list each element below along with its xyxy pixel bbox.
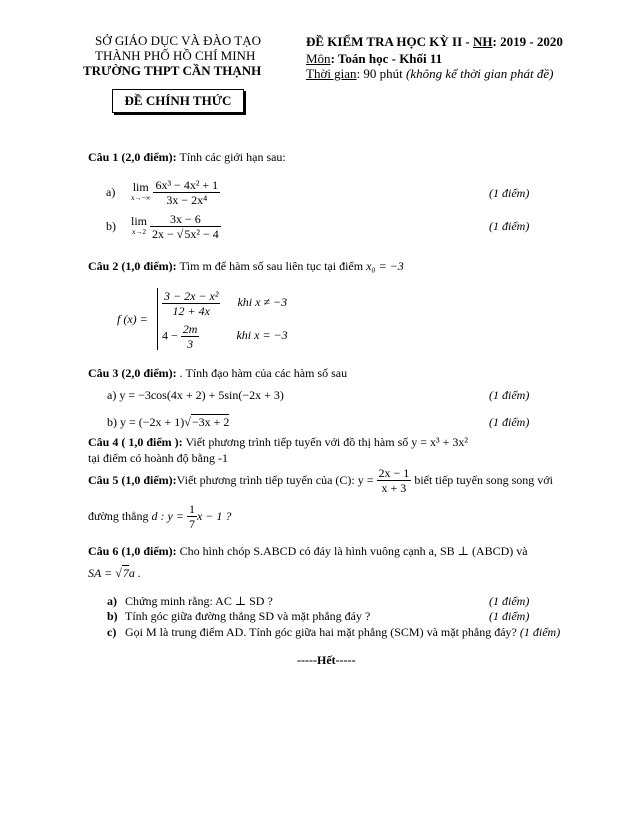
question-6b: b) Tính góc giữa đường thẳng SD và mặt phẳng đáy ?: [107, 609, 371, 623]
exam-year-label: NH: [472, 34, 493, 49]
time-note: (không kể thời gian phát đề): [406, 66, 554, 81]
question-1: [88, 150, 286, 165]
piecewise-case-1: $\frac{\text{3 − 2x − x²}}{12 + 4x}$ khi x ≠ −3: [164, 289, 288, 318]
question-4-label: Câu 4 ( 1,0 điểm ):: [88, 435, 183, 449]
question-1b: [106, 212, 221, 241]
question-3a-points: (1 điểm): [489, 388, 530, 402]
official-stamp: ĐỀ CHÍNH THỨC: [112, 89, 244, 113]
question-1a-points: (1 điểm): [489, 186, 530, 200]
question-1a: [106, 178, 220, 207]
fraction: $\frac{3x - 6}{\text{2x − √5x² − 4}}$: [152, 212, 219, 241]
question-6-line-2: SA = √7a .: [88, 566, 141, 580]
time-line: [306, 66, 553, 82]
question-3-text: . Tính đạo hàm của các hàm số sau: [176, 366, 348, 380]
question-6a: a) Chứng minh rằng: AC ⊥ SD ?: [107, 594, 273, 608]
question-2-point: x₀ = −3: [366, 259, 404, 273]
question-1b-label: b): [106, 219, 116, 233]
question-5-line-2: đường thẳng d : y = $\frac{1}{7}$ x − 1 ?: [88, 502, 232, 531]
fraction: $\frac{\text{6x³ − 4x² + 1}}{\text{3x − 2x⁴}}$: [155, 178, 219, 207]
question-4: [88, 435, 468, 450]
question-2-text: Tìm m để hàm số sau liên tục tại điểm: [176, 259, 367, 273]
limit-operator: lim x→2: [131, 213, 148, 236]
question-3-label: Câu 3 (2,0 điểm):: [88, 366, 177, 380]
exam-year: : 2019 - 2020: [492, 34, 563, 49]
question-5-label: Câu 5 (1,0 điểm):: [88, 473, 177, 487]
question-3: [88, 366, 347, 381]
question-3b: b) y = (−2x + 1)√−3x + 2: [107, 415, 230, 429]
question-6-text: Cho hình chóp S.ABCD có đáy là hình vuông cạnh a, SB ⊥ (ABCD) và: [176, 544, 528, 558]
question-3a: a) y = −3cos(4x + 2) + 5sin(−2x + 3): [107, 388, 284, 402]
department-line-2: THÀNH PHỐ HỒ CHÍ MINH: [95, 48, 256, 63]
limit-operator: lim x→−∞: [131, 179, 151, 202]
question-6b-points: (1 điểm): [489, 609, 530, 623]
question-6c: c) Gọi M là trung điểm AD. Tính góc giữa hai mặt phẳng (SCM) và mặt phẳng đáy? (1 điểm): [107, 625, 561, 639]
question-1-text: Tính các giới hạn sau:: [176, 150, 286, 164]
question-6: [88, 544, 528, 559]
piecewise-brace: [157, 288, 158, 350]
question-1b-points: (1 điểm): [489, 219, 530, 233]
question-4-line-2: tại điểm có hoành độ bằng -1: [88, 451, 228, 465]
question-6-label: Câu 6 (1,0 điểm):: [88, 544, 177, 558]
question-1-label: Câu 1 (2,0 điểm):: [88, 150, 177, 164]
time-value: : 90 phút: [356, 66, 407, 81]
question-6a-points: (1 điểm): [489, 594, 530, 608]
end-marker: -----Hết-----: [297, 653, 356, 667]
subject-line: [306, 51, 442, 67]
subject-value: : Toán học - Khối 11: [330, 51, 443, 66]
question-2-label: Câu 2 (1,0 điểm):: [88, 259, 177, 273]
piecewise-case-2: 4 − $\frac{2m}{3}$ khi x = −3: [162, 322, 288, 351]
exam-title-prefix: ĐỀ KIỂM TRA HỌC KỲ II -: [306, 34, 473, 49]
piecewise-fx: f (x) =: [117, 312, 148, 326]
question-4-text: Viết phương trình tiếp tuyến với đồ thị hàm số y = x³ + 3x²: [182, 435, 468, 449]
question-5: Câu 5 (1,0 điểm):Viết phương trình tiếp tuyến của (C): y = $\frac{2x - 1}{x + 3}$ biết tiếp tuyến song song với: [88, 466, 553, 495]
school-name: TRƯỜNG THPT CẦN THẠNH: [83, 63, 262, 78]
time-label: Thời gian: [306, 66, 357, 81]
subject-label: Môn: [306, 51, 331, 66]
exam-title: [306, 34, 563, 50]
question-1a-label: a): [106, 185, 116, 199]
question-3b-points: (1 điểm): [489, 415, 530, 429]
department-line-1: SỞ GIÁO DỤC VÀ ĐÀO TẠO: [95, 33, 261, 48]
question-2: [88, 259, 404, 274]
